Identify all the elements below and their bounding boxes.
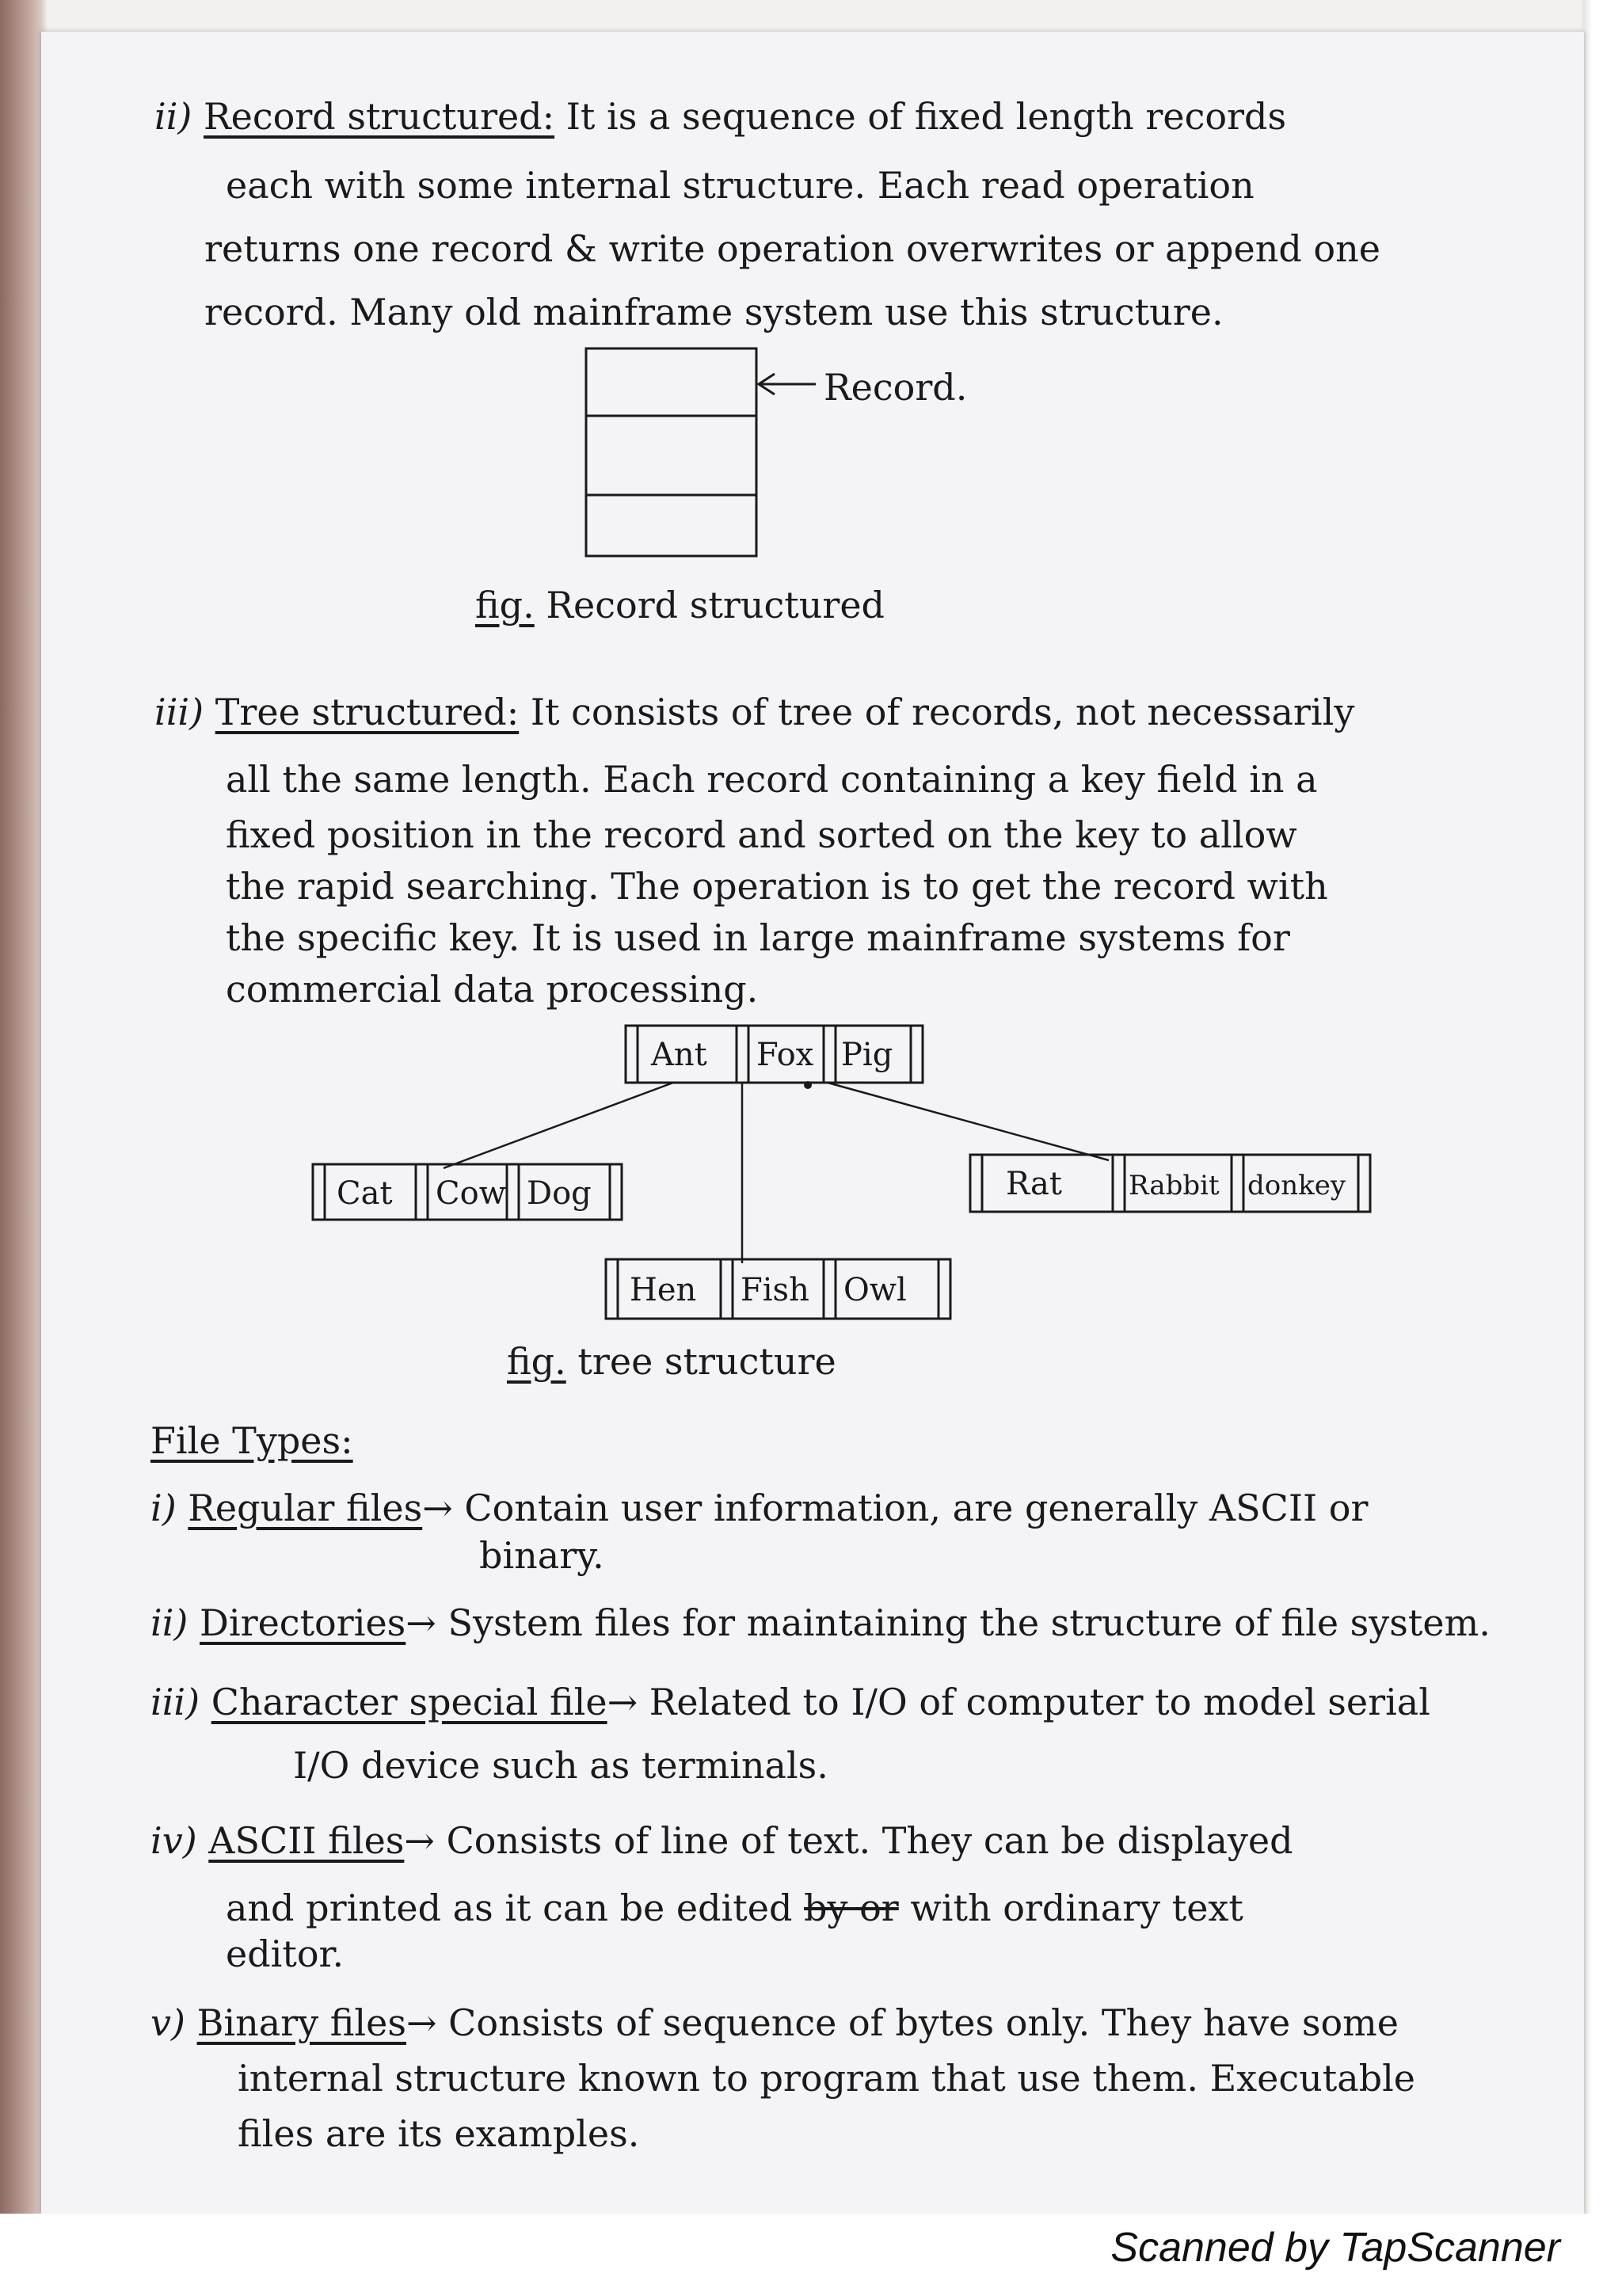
arrow-right-icon: → bbox=[422, 1487, 453, 1529]
record-caption-text: Record structured bbox=[546, 584, 885, 626]
tree-node-left bbox=[313, 1164, 622, 1220]
tree-key-label: Rabbit bbox=[1129, 1170, 1220, 1201]
record-line-1: It is a sequence of fixed length records bbox=[565, 95, 1287, 138]
tree-node-middle bbox=[606, 1259, 950, 1319]
arrow-right-icon: → bbox=[404, 1819, 435, 1862]
item-desc-line-2: I/O device such as terminals. bbox=[293, 1744, 828, 1787]
tree-key-label: Rat bbox=[1006, 1166, 1062, 1202]
item-term: ASCII files bbox=[208, 1819, 405, 1862]
item-desc-line-1: Consists of sequence of bytes only. They have some bbox=[448, 2001, 1399, 2044]
tree-figure-caption bbox=[507, 1338, 836, 1384]
file-type-item-character-special bbox=[150, 1679, 1430, 1725]
tree-edge bbox=[444, 1083, 673, 1168]
tree-edge bbox=[828, 1083, 1109, 1160]
tree-node-right bbox=[970, 1155, 1370, 1212]
record-line-3: returns one record & write operation overwrites or append one bbox=[204, 227, 1380, 270]
tree-line-6: commercial data processing. bbox=[226, 968, 759, 1011]
tree-line-1: It consists of tree of records, not necessarily bbox=[530, 691, 1355, 733]
item-number: iii) bbox=[150, 1681, 200, 1723]
item-desc-line-3: files are its examples. bbox=[238, 2112, 640, 2155]
tree-edge-dot bbox=[804, 1081, 812, 1089]
tree-key-label: Pig bbox=[841, 1037, 893, 1073]
item-number: ii) bbox=[150, 1601, 188, 1644]
item-desc-line-1: System files for maintaining the structure of file system. bbox=[447, 1601, 1491, 1644]
item-desc-line-1: Related to I/O of computer to model serial bbox=[649, 1681, 1430, 1723]
scanner-credit: Scanned by TapScanner bbox=[1110, 2225, 1560, 2271]
tree-key-label: Dog bbox=[527, 1175, 592, 1212]
record-section-number: ii) bbox=[154, 95, 192, 138]
item-desc-line-2-text: and printed as it can be edited bbox=[226, 1887, 793, 1929]
file-type-item-binary bbox=[150, 2000, 1399, 2046]
item-desc-line-2 bbox=[226, 1885, 1243, 1931]
arrow-right-icon: → bbox=[406, 1601, 436, 1644]
tree-key-label: Fox bbox=[756, 1037, 814, 1073]
tree-key-label: Fish bbox=[741, 1272, 809, 1308]
record-section-title: Record structured: bbox=[204, 95, 555, 138]
tree-key-label: Owl bbox=[843, 1272, 907, 1308]
item-term: Directories bbox=[200, 1601, 406, 1644]
arrow-right-icon: → bbox=[406, 2001, 437, 2044]
item-desc-line-2: internal structure known to program that use them. Executable bbox=[238, 2057, 1416, 2100]
file-type-item-directories bbox=[150, 1600, 1491, 1646]
record-caption-prefix: fig. bbox=[475, 584, 535, 626]
item-term: Binary files bbox=[196, 2001, 406, 2044]
record-line-4: record. Many old mainframe system use this structure. bbox=[204, 291, 1224, 333]
tree-line-2: all the same length. Each record containing a key field in a bbox=[226, 758, 1318, 801]
item-desc-line-2-tail: with ordinary text bbox=[910, 1887, 1243, 1929]
file-type-item-regular bbox=[150, 1485, 1368, 1531]
item-desc-line-1: Consists of line of text. They can be displayed bbox=[446, 1819, 1293, 1862]
tree-node-root bbox=[626, 1026, 923, 1083]
tree-section-title: Tree structured: bbox=[215, 691, 520, 733]
tree-key-label: Cat bbox=[337, 1175, 393, 1212]
tree-line-3: fixed position in the record and sorted on the key to allow bbox=[226, 813, 1297, 856]
tree-key-label: Ant bbox=[651, 1037, 707, 1073]
file-types-heading: File Types: bbox=[150, 1419, 353, 1462]
item-desc-line-2: binary. bbox=[479, 1534, 604, 1577]
item-number: v) bbox=[150, 2001, 185, 2044]
tree-section-number: iii) bbox=[154, 691, 204, 733]
item-desc-line-3: editor. bbox=[226, 1932, 345, 1975]
record-arrow-label: Record. bbox=[824, 366, 968, 409]
item-term: Regular files bbox=[188, 1487, 423, 1529]
tree-key-label: Hen bbox=[630, 1272, 697, 1308]
tree-line-4: the rapid searching. The operation is to get the record with bbox=[226, 865, 1328, 908]
item-desc-line-1: Contain user information, are generally ASCII or bbox=[464, 1487, 1369, 1529]
tree-line-5: the specific key. It is used in large mainframe systems for bbox=[226, 916, 1290, 959]
struck-text: by or bbox=[804, 1887, 899, 1929]
tree-key-label: Cow bbox=[436, 1175, 506, 1212]
tree-key-label: donkey bbox=[1247, 1170, 1346, 1201]
file-type-item-ascii bbox=[150, 1818, 1293, 1864]
record-line-2: each with some internal structure. Each read operation bbox=[226, 164, 1255, 207]
item-term: Character special file bbox=[211, 1681, 607, 1723]
item-number: iv) bbox=[150, 1819, 197, 1862]
tree-caption-text: tree structure bbox=[577, 1340, 836, 1383]
item-number: i) bbox=[150, 1487, 177, 1529]
tree-caption-prefix: fig. bbox=[507, 1340, 566, 1383]
arrow-right-icon: → bbox=[607, 1681, 638, 1723]
